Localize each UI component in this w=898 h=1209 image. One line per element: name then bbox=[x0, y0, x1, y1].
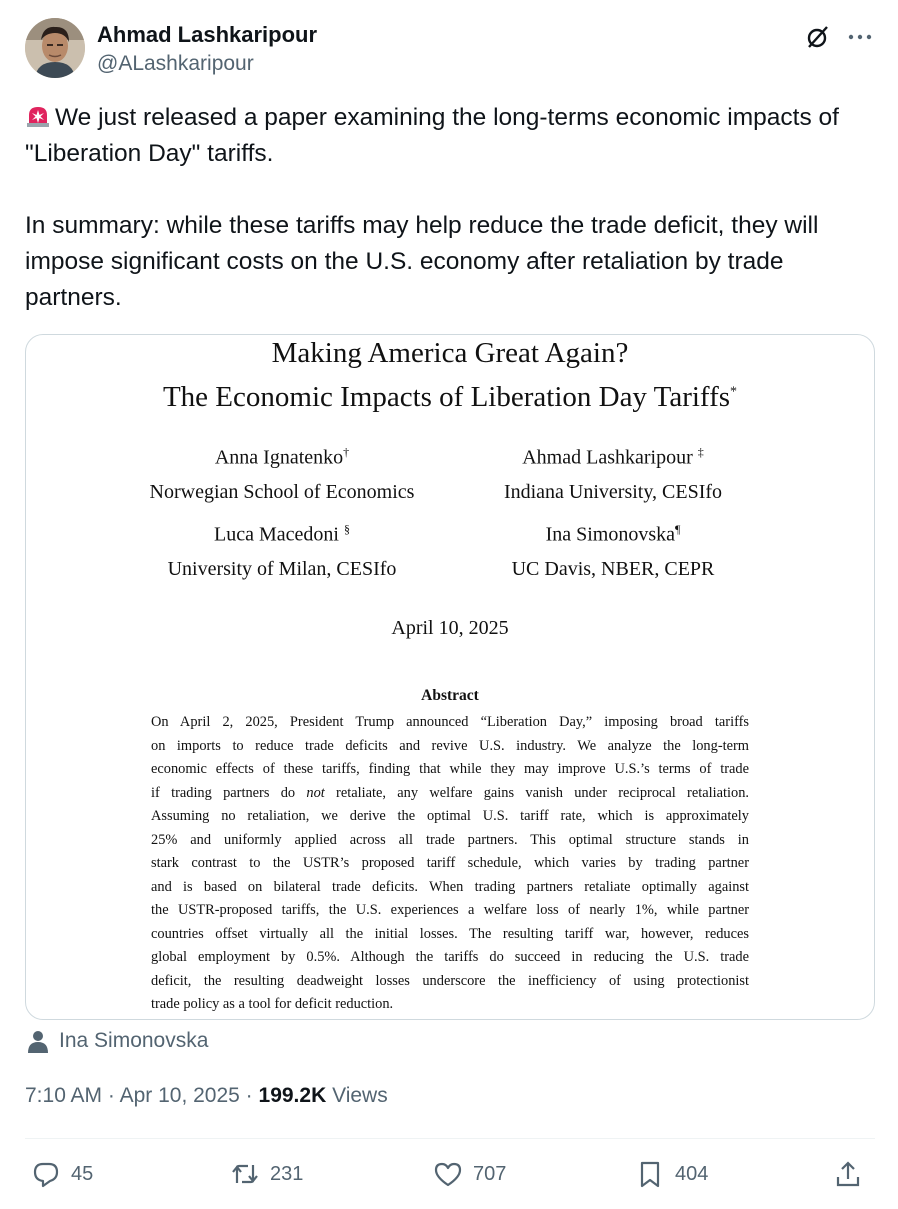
like-count: 707 bbox=[473, 1162, 507, 1185]
media-image[interactable] bbox=[25, 334, 875, 1020]
share-button[interactable] bbox=[833, 1152, 873, 1196]
author-handle[interactable]: @ALashkaripour bbox=[97, 52, 254, 75]
abstract-line: countries offset virtually all the initial losses. The resulting tariff war, however, reduces bbox=[151, 925, 749, 942]
abstract-line: deficit, the resulting deadweight losses underscore the inefficiency of using protectionist bbox=[151, 972, 749, 989]
reply-button[interactable] bbox=[31, 1152, 93, 1196]
abstract-line: global employment by 0.5%. Although the tariffs do succeed in reducing the U.S. trade bbox=[151, 949, 749, 965]
tagged-user[interactable] bbox=[27, 1026, 208, 1056]
more-icon[interactable] bbox=[847, 24, 873, 50]
abstract-line: On April 2, 2025, President Trump announced “Liberation Day,” imposing broad tariffs bbox=[151, 714, 749, 730]
author-name[interactable]: Ahmad Lashkaripour bbox=[97, 22, 318, 47]
tweet-paragraph-2: In summary: while these tariffs may help reduce the trade deficit, they will impose significant costs on the U.S. economy after retaliation by trade partners. bbox=[25, 212, 819, 311]
abstract-heading: Abstract bbox=[421, 687, 479, 704]
views-count: 199.2K bbox=[258, 1084, 327, 1107]
abstract-line: trade policy as a tool for deficit reduction. bbox=[151, 996, 394, 1012]
heart-icon bbox=[433, 1159, 463, 1189]
reply-icon bbox=[31, 1159, 61, 1189]
abstract-line: on imports to reduce trade deficits and revive U.S. industry. We analyze the long-term bbox=[151, 737, 749, 754]
paper-title-line-1: Making America Great Again? bbox=[271, 337, 629, 369]
paper-author: Ina Simonovska¶ bbox=[545, 522, 681, 546]
meta-separator: · bbox=[102, 1084, 120, 1107]
repost-button[interactable] bbox=[230, 1152, 303, 1196]
paper-title-line-2: The Economic Impacts of Liberation Day Tariffs* bbox=[162, 381, 738, 413]
tweet-time[interactable]: 7:10 AM bbox=[25, 1084, 103, 1107]
reply-count: 45 bbox=[71, 1162, 94, 1185]
abstract-line: 25% and uniformly applied across all trade partners. This optimal structure stands in bbox=[151, 831, 749, 848]
abstract-line: the USTR-proposed tariffs, the U.S. experiences a welfare loss of nearly 1%, while partner bbox=[151, 902, 749, 918]
meta-separator: · bbox=[239, 1084, 259, 1107]
abstract-line: stark contrast to the USTR’s proposed tariff schedule, which varies by trading partner bbox=[151, 855, 749, 871]
paper-affiliation: Indiana University, CESIfo bbox=[503, 481, 723, 503]
paper-date: April 10, 2025 bbox=[391, 617, 509, 639]
tweet-paragraph-1 bbox=[25, 100, 885, 172]
tweet-text bbox=[25, 100, 885, 316]
paper-preview bbox=[26, 335, 874, 1019]
paper-affiliation: University of Milan, CESIfo bbox=[167, 558, 397, 580]
person-icon bbox=[27, 1029, 49, 1053]
paper-affiliation: Norwegian School of Economics bbox=[149, 481, 415, 503]
abstract-line: economic effects of these tariffs, finding that while they may improve U.S.’s terms of trade bbox=[151, 761, 749, 777]
like-button[interactable] bbox=[433, 1152, 506, 1196]
bookmark-icon bbox=[635, 1159, 665, 1189]
action-bar bbox=[25, 1152, 875, 1196]
share-icon bbox=[833, 1159, 863, 1189]
repost-icon bbox=[230, 1159, 260, 1189]
bookmark-button[interactable] bbox=[635, 1152, 708, 1196]
paper-author: Ahmad Lashkaripour ‡ bbox=[522, 445, 704, 469]
grok-icon[interactable] bbox=[805, 24, 831, 50]
abstract-line: Assuming no retaliation, we derive the optimal U.S. tariff rate, which is approximately bbox=[151, 808, 749, 824]
paper-author: Anna Ignatenko† bbox=[214, 445, 350, 469]
bookmark-count: 404 bbox=[675, 1162, 709, 1185]
tagged-user-name: Ina Simonovska bbox=[59, 1029, 209, 1052]
tweet-header bbox=[25, 18, 875, 80]
tweet-meta bbox=[25, 1084, 388, 1108]
tweet-line-1: We just released a paper examining the long-terms economic impacts of "Liberation Day" tariffs. bbox=[25, 104, 839, 167]
repost-count: 231 bbox=[270, 1162, 304, 1185]
paper-author: Luca Macedoni § bbox=[214, 522, 350, 546]
tweet-date[interactable]: Apr 10, 2025 bbox=[119, 1084, 240, 1107]
abstract-line: if trading partners do not retaliate, any welfare gains vanish under reciprocal retaliation. bbox=[151, 784, 749, 801]
views-label: Views bbox=[326, 1084, 388, 1107]
avatar[interactable] bbox=[25, 18, 85, 78]
siren-emoji-icon bbox=[25, 103, 51, 127]
paper-affiliation: UC Davis, NBER, CEPR bbox=[511, 558, 715, 580]
divider bbox=[25, 1138, 875, 1139]
abstract-body bbox=[151, 711, 749, 1017]
abstract-line: and is based on bilateral trade deficits. When trading partners retaliate optimally against bbox=[151, 878, 749, 895]
